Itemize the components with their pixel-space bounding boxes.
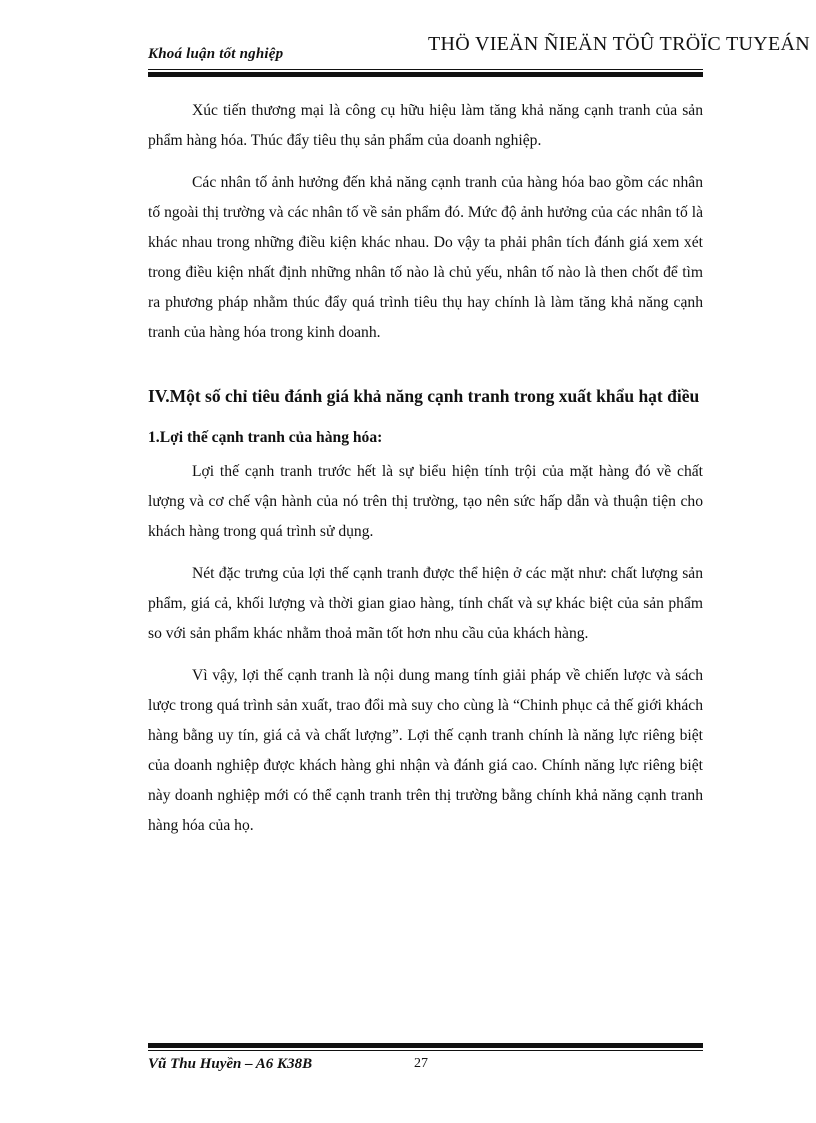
footer-rule-thin xyxy=(148,1050,703,1051)
footer-author: Vũ Thu Huyền – A6 K38B xyxy=(148,1056,313,1072)
header-left-title: Khoá luận tốt nghiệp xyxy=(148,46,284,62)
paragraph-2: Các nhân tố ảnh hưởng đến khả năng cạnh tranh của hàng hóa bao gồm các nhân tố ngoài thị trường và các nhân tố về sản phẩm đó. Mức độ ảnh hưởng của các nhân tố là khác nhau trong những điều kiện khác nhau. Do vậy ta phải phân tích đánh giá xem xét trong điều kiện nhất định những nhân tố nào là chủ yếu, nhân tố nào là then chốt để tìm ra phương pháp nhằm thúc đẩy quá trình tiêu thụ hay chính là làm tăng khả năng cạnh tranh của hàng hóa trong kinh doanh. xyxy=(148,174,703,341)
page-number: 27 xyxy=(414,1056,428,1071)
header-right-title: THÖ VIEÄN ÑIEÄN TÖÛ TRÖÏC TUYEÁN xyxy=(428,33,810,55)
paragraph-3: Lợi thế cạnh tranh trước hết là sự biểu hiện tính trội của mặt hàng đó về chất lượng và cơ chế vận hành của nó trên thị trường, tạo nên sức hấp dẫn và thuận tiện cho khách hàng trong quá trình sử dụng. xyxy=(148,463,703,540)
header-rule-thin xyxy=(148,69,703,70)
section-heading: IV.Một số chỉ tiêu đánh giá khả năng cạnh tranh trong xuất khẩu hạt điều xyxy=(148,386,700,406)
header-rule-thick xyxy=(148,72,703,77)
footer-rule-thick xyxy=(148,1043,703,1048)
subsection-heading: 1.Lợi thế cạnh tranh của hàng hóa: xyxy=(148,429,383,446)
paragraph-4: Nét đặc trưng của lợi thế cạnh tranh được thể hiện ở các mặt như: chất lượng sản phẩm, giá cả, khối lượng và thời gian giao hàng, tính chất và sự khác biệt của sản phẩm so với sản phẩm khác nhằm thoả mãn tốt hơn nhu cầu của khách hàng. xyxy=(148,565,703,642)
page-body xyxy=(148,96,703,841)
paragraph-1: Xúc tiến thương mại là công cụ hữu hiệu làm tăng khả năng cạnh tranh của sản phẩm hàng hóa. Thúc đẩy tiêu thụ sản phẩm của doanh nghiệp. xyxy=(148,102,703,149)
paragraph-5: Vì vậy, lợi thế cạnh tranh là nội dung mang tính giải pháp về chiến lược và sách lược trong quá trình sản xuất, trao đổi mà suy cho cùng là “Chinh phục cả thế giới khách hàng bằng uy tín, giá cả và chất lượng”. Lợi thế cạnh tranh chính là năng lực riêng biệt của doanh nghiệp được khách hàng ghi nhận và đánh giá cao. Chính năng lực riêng biệt này doanh nghiệp mới có thể cạnh tranh trên thị trường bằng chính khả năng cạnh tranh hàng hóa của họ. xyxy=(148,667,703,834)
